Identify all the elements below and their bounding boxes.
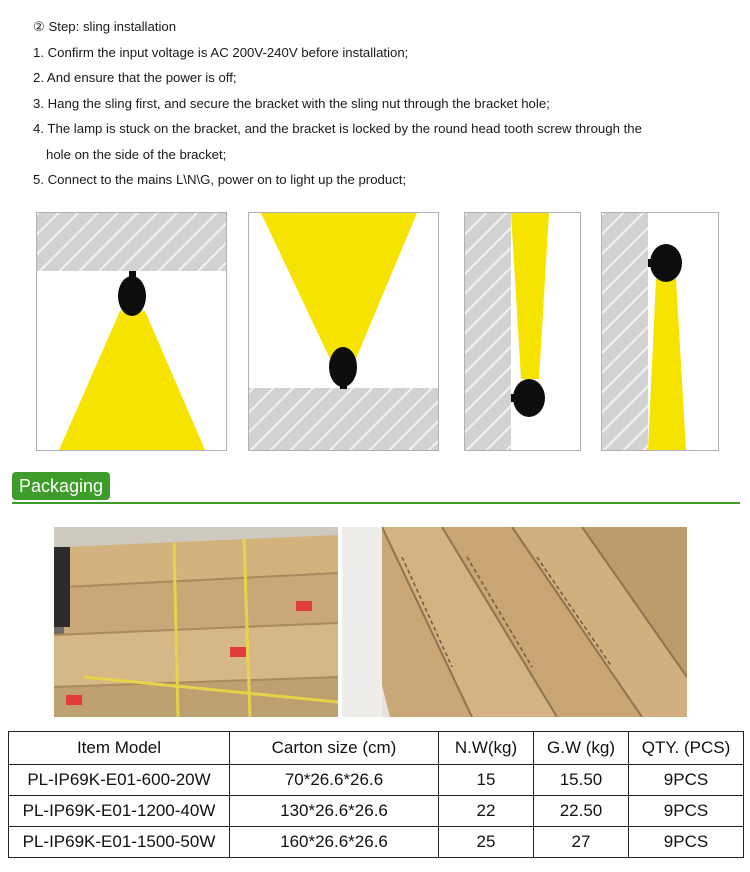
cell-carton-size: 70*26.6*26.6 — [230, 765, 439, 796]
diagram-wall-mount-upward — [464, 212, 581, 451]
mounting-diagrams — [36, 212, 720, 451]
laid-cartons-image — [342, 527, 687, 717]
step-2: 2. And ensure that the power is off; — [33, 70, 237, 85]
wall-mount-upward-illustration — [465, 213, 580, 450]
header-carton-size: Carton size (cm) — [230, 732, 439, 765]
lamp-icon — [118, 276, 146, 316]
stacked-cartons-image — [54, 527, 338, 717]
header-quantity: QTY. (PCS) — [629, 732, 744, 765]
header-item-model: Item Model — [9, 732, 230, 765]
cell-gross-weight: 22.50 — [534, 796, 629, 827]
packaging-photo-stacked-cartons — [54, 527, 338, 717]
floor-surface — [249, 388, 438, 450]
lamp-icon — [329, 347, 357, 387]
lamp-icon — [650, 244, 682, 282]
cell-net-weight: 15 — [439, 765, 534, 796]
packaging-photo-laid-cartons — [342, 527, 687, 717]
cell-item-model: PL-IP69K-E01-1500-50W — [9, 827, 230, 858]
step-3: 3. Hang the sling first, and secure the bracket with the sling nut through the bracket hole; — [33, 95, 550, 111]
step-4-continued: hole on the side of the bracket; — [46, 146, 227, 162]
cell-gross-weight: 27 — [534, 827, 629, 858]
light-beam — [261, 213, 417, 361]
cell-carton-size: 160*26.6*26.6 — [230, 827, 439, 858]
cell-gross-weight: 15.50 — [534, 765, 629, 796]
packaging-title: Packaging — [12, 472, 110, 500]
table-row — [9, 765, 744, 796]
packaging-specs-table — [8, 731, 744, 858]
lamp-icon — [513, 379, 545, 417]
cell-item-model: PL-IP69K-E01-1200-40W — [9, 796, 230, 827]
step-4: 4. The lamp is stuck on the bracket, and the bracket is locked by the round head tooth screw through the — [33, 121, 642, 136]
instructions-heading: ② Step: sling installation — [33, 19, 177, 34]
wall-surface — [602, 213, 648, 450]
light-beam — [648, 279, 686, 450]
ceiling-surface — [37, 213, 226, 271]
cell-quantity: 9PCS — [629, 765, 744, 796]
installation-instructions — [33, 14, 733, 193]
wall-surface — [465, 213, 511, 450]
diagram-ceiling-mount — [36, 212, 227, 451]
packaging-photos — [54, 527, 687, 717]
cell-net-weight: 25 — [439, 827, 534, 858]
section-divider — [12, 502, 740, 504]
light-beam — [59, 311, 205, 450]
table-header-row — [9, 732, 744, 765]
diagram-wall-mount-downward — [601, 212, 719, 451]
cell-quantity: 9PCS — [629, 796, 744, 827]
table-row — [9, 827, 744, 858]
ceiling-mount-illustration — [37, 213, 226, 450]
cell-item-model: PL-IP69K-E01-600-20W — [9, 765, 230, 796]
cell-net-weight: 22 — [439, 796, 534, 827]
step-1: 1. Confirm the input voltage is AC 200V-240V before installation; — [33, 44, 409, 60]
diagram-floor-mount — [248, 212, 439, 451]
step-5: 5. Connect to the mains L\N\G, power on to light up the product; — [33, 172, 407, 187]
floor-mount-illustration — [249, 213, 438, 450]
header-net-weight: N.W(kg) — [439, 732, 534, 765]
wall-mount-downward-illustration — [602, 213, 718, 450]
light-beam — [511, 213, 549, 379]
cell-quantity: 9PCS — [629, 827, 744, 858]
packaging-section-header — [12, 472, 740, 506]
header-gross-weight: G.W (kg) — [534, 732, 629, 765]
cell-carton-size: 130*26.6*26.6 — [230, 796, 439, 827]
table-row — [9, 796, 744, 827]
